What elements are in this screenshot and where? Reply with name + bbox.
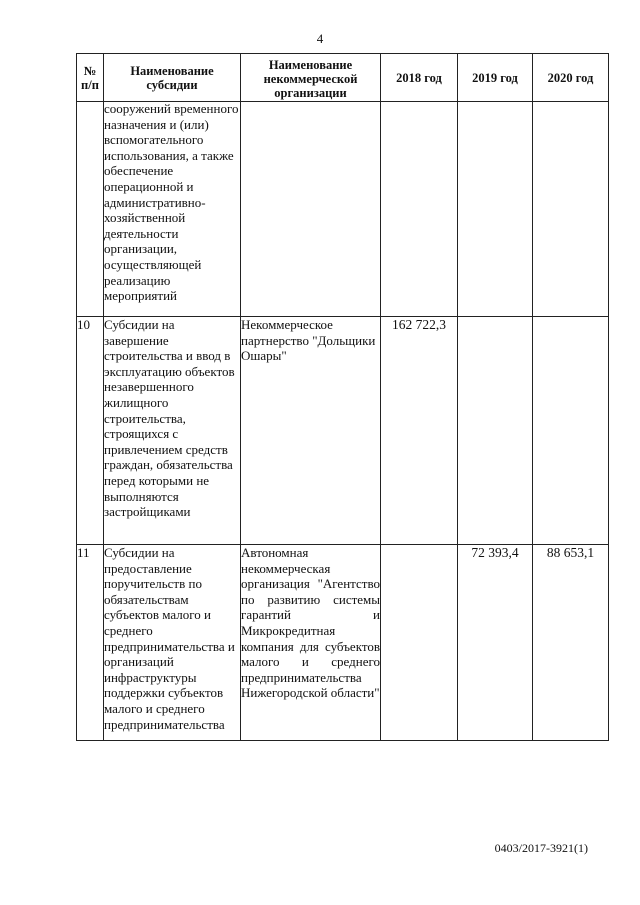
table-header-row	[77, 54, 609, 102]
header-subsidy-name: Наименование субсидии	[104, 54, 241, 102]
row-org-name: Автономная некоммерческая организация "Агентство по развитию системы гарантий и Микрокредитная компания для субъектов малого и среднего предпринимательства Нижегородской области"	[241, 545, 381, 741]
header-2020: 2020 год	[533, 54, 609, 102]
row-org-name: Некоммерческое партнерство "Дольщики Ошары"	[241, 317, 381, 545]
row-org-name	[241, 102, 381, 317]
table-row	[77, 102, 609, 317]
row-value-2020	[533, 102, 609, 317]
row-value-2020: 88 653,1	[533, 545, 609, 741]
document-code: 0403/2017-3921(1)	[494, 841, 588, 855]
subsidy-table	[76, 53, 609, 741]
header-2018: 2018 год	[381, 54, 458, 102]
row-subsidy-name	[104, 102, 241, 317]
row-subsidy-name-text: сооружений временного назначения и (или) вспомогательного использования, а также обеспечение операционной и административно-хозяйственной деятельности организации, осуществляющей реализацию мероприятий	[104, 101, 239, 304]
row-num: 11	[77, 545, 104, 741]
row-subsidy-name: Субсидии на предоставление поручительств по обязательствам субъектов малого и среднего предпринимательства и организаций инфраструктуры поддержки субъектов малого и среднего предпринимательства	[104, 545, 241, 741]
row-value-2020	[533, 317, 609, 545]
row-subsidy-name	[104, 317, 241, 545]
row-value-2018	[381, 545, 458, 741]
table-row	[77, 545, 609, 741]
row-value-2019: 72 393,4	[458, 545, 533, 741]
row-value-2019	[458, 317, 533, 545]
header-num: № п/п	[77, 54, 104, 102]
row-value-2018	[381, 102, 458, 317]
page-number: 4	[316, 31, 324, 46]
row-value-2018: 162 722,3	[381, 317, 458, 545]
table-row	[77, 317, 609, 545]
row-subsidy-name-text: Субсидии на завершение строительства и ввод в эксплуатацию объектов незавершенного жилищного строительства, строящихся с привлечением средств граждан, обязательства перед которыми не выполняются застройщиками	[104, 317, 235, 520]
row-num	[77, 102, 104, 317]
header-2019: 2019 год	[458, 54, 533, 102]
row-value-2019	[458, 102, 533, 317]
header-org-name	[241, 54, 381, 102]
header-org-name-text: Наименование некоммерческой организации	[263, 57, 358, 100]
row-num: 10	[77, 317, 104, 545]
